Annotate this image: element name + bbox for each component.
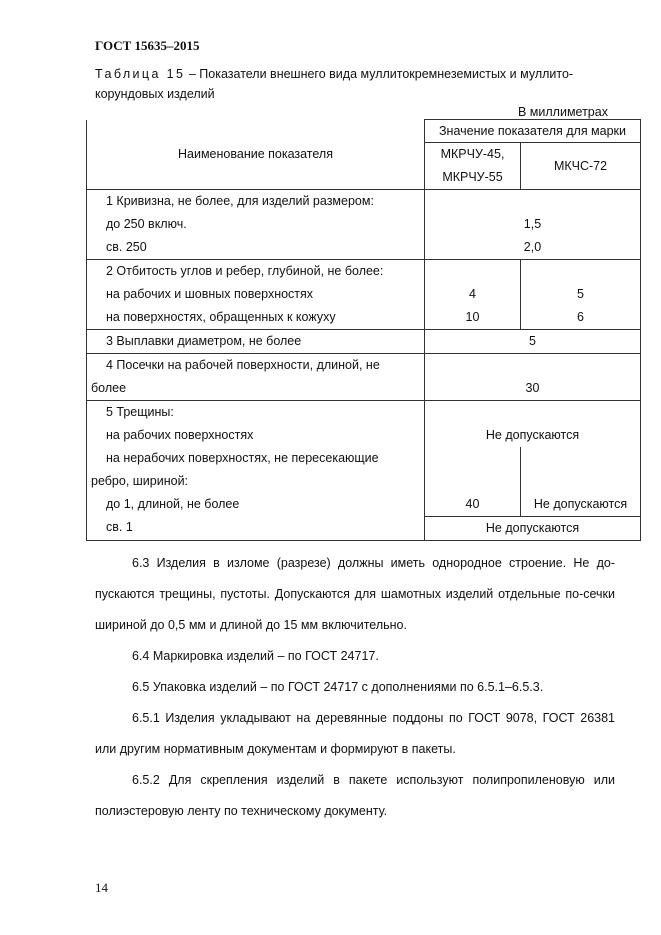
page-number: 14	[95, 880, 108, 895]
row-value: 1,5 2,0	[425, 190, 641, 260]
paragraph-6-5-2: 6.5.2 Для скрепления изделий в пакете используют полипропиленовую или полиэстеровую ленту по техническому документу.	[95, 773, 615, 818]
table-row	[87, 401, 641, 448]
paragraph-6-3: 6.3 Изделия в изломе (разрезе) должны иметь однородное строение. Не до-пускаются трещины, пустоты. Допускаются для шамотных изделий отдельные по-сечки шириной до 0,5 мм и длиной до 15 мм включительно.	[95, 556, 615, 632]
row-value: Не допускаются	[425, 517, 641, 541]
table-caption	[95, 64, 625, 104]
paragraph-6-4: 6.4 Маркировка изделий – по ГОСТ 24717.	[132, 649, 379, 663]
standard-designation: ГОСТ 15635–2015	[95, 38, 200, 53]
row-label: 4 Посечки на рабочей поверхности, длиной, не более	[87, 354, 425, 401]
row-value: 5	[425, 330, 641, 354]
table-row	[87, 190, 641, 260]
row-label: 5 Трещины: на рабочих поверхностях на нерабочих поверхностях, не пересекающие ребро, шириной: до 1, длиной, не более св. 1	[87, 401, 425, 541]
table-header-row	[87, 120, 641, 143]
row-value: Не допускаются	[521, 447, 641, 517]
header-indicator-name: Наименование показателя	[87, 120, 425, 190]
header-value-group: Значение показателя для марки	[425, 120, 641, 143]
row-value: 40	[425, 447, 521, 517]
row-value: 4 10	[425, 260, 521, 330]
paragraph-6-5: 6.5 Упаковка изделий – по ГОСТ 24717 с дополнениями по 6.5.1–6.5.3.	[132, 680, 544, 694]
table-units: В миллиметрах	[518, 105, 608, 119]
table-row	[87, 260, 641, 330]
row-value: Не допускаются	[425, 401, 641, 448]
row-value: 30	[425, 354, 641, 401]
row-value: 5 6	[521, 260, 641, 330]
table-caption-label: Таблица 15	[95, 67, 186, 81]
appearance-table	[86, 119, 641, 541]
table-row	[87, 330, 641, 354]
table-caption-text: – Показатели внешнего вида муллитокремнеземистых и муллито-корундовых изделий	[95, 67, 574, 101]
table-row	[87, 354, 641, 401]
row-label: 1 Кривизна, не более, для изделий размером: до 250 включ. св. 250	[87, 190, 425, 260]
row-label: 2 Отбитость углов и ребер, глубиной, не более: на рабочих и шовных поверхностях на поверхностях, обращенных к кожуху	[87, 260, 425, 330]
row-label: 3 Выплавки диаметром, не более	[87, 330, 425, 354]
paragraph-6-5-1: 6.5.1 Изделия укладывают на деревянные поддоны по ГОСТ 9078, ГОСТ 26381 или другим нормативным документам и формируют в пакеты.	[95, 711, 615, 756]
header-mark-mkrchu: МКРЧУ-45, МКРЧУ-55	[425, 143, 521, 190]
header-mark-mkchs: МКЧС-72	[521, 143, 641, 190]
